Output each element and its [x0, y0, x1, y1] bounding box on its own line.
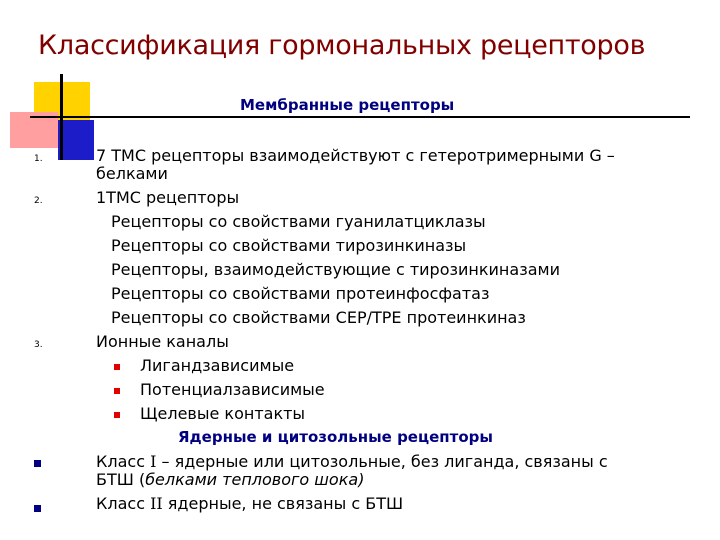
heat-shock-proteins-text: белками теплового шока): [145, 470, 365, 489]
btsh-prefix: БТШ (: [96, 470, 146, 489]
class-description: ядерные, не связаны с БТШ: [162, 494, 404, 513]
list-marker-1: 1.: [34, 154, 43, 164]
bullet-square-icon: [34, 460, 41, 467]
class-prefix: Класс: [96, 452, 151, 471]
list-marker-3: 3.: [34, 340, 43, 350]
list-subitem: Рецепторы со свойствами СЕР/ТРЕ протеинкиназ: [111, 308, 526, 327]
membrane-heading: Мембранные рецепторы: [240, 96, 455, 114]
list-marker-2: 2.: [34, 196, 43, 206]
bullet-red-square-icon: [114, 364, 120, 370]
list-item-continuation: белками: [96, 164, 168, 183]
list-item: Ионные каналы: [96, 332, 229, 351]
decor-horizontal-line: [30, 116, 690, 118]
list-item: 7 ТМС рецепторы взаимодействуют с гетеротримерными G –: [96, 146, 615, 165]
list-item-continuation: [96, 471, 364, 489]
slide-title: Классификация гормональных рецепторов: [38, 30, 646, 61]
list-subitem: Рецепторы со свойствами гуанилатциклазы: [111, 212, 486, 231]
list-item: [96, 453, 608, 471]
decor-blue-square: [58, 120, 94, 160]
list-subitem: Лигандзависимые: [140, 356, 295, 375]
bullet-square-icon: [34, 505, 41, 512]
bullet-red-square-icon: [114, 412, 120, 418]
list-subitem: Рецепторы, взаимодействующие с тирозинкиназами: [111, 260, 560, 279]
roman-numeral: I: [150, 452, 157, 471]
list-subitem: Рецепторы со свойствами протеинфосфатаз: [111, 284, 490, 303]
nuclear-heading: Ядерные и цитозольные рецепторы: [178, 428, 493, 446]
list-item: 1ТМС рецепторы: [96, 188, 240, 207]
class-description: – ядерные или цитозольные, без лиганда, связаны с: [156, 452, 608, 471]
class-prefix: Класс: [96, 494, 151, 513]
list-subitem: Щелевые контакты: [140, 404, 306, 423]
bullet-red-square-icon: [114, 388, 120, 394]
list-subitem: Потенциалзависимые: [140, 380, 325, 399]
roman-numeral: II: [150, 494, 163, 513]
list-subitem: Рецепторы со свойствами тирозинкиназы: [111, 236, 467, 255]
list-item: [96, 495, 403, 513]
